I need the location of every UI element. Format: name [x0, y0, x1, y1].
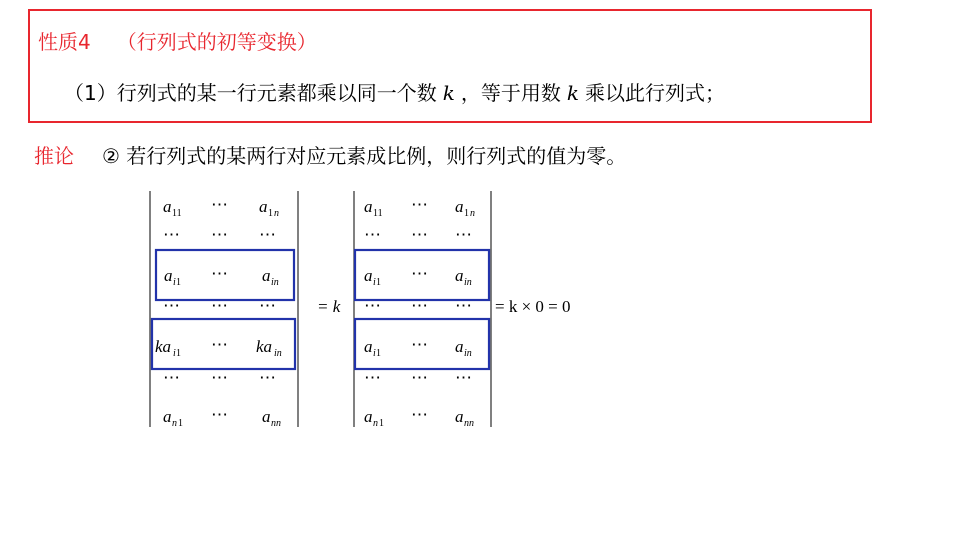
svg-text:⋯: ⋯	[364, 368, 381, 387]
svg-text:⋯: ⋯	[364, 225, 381, 244]
corollary-label: 推论	[34, 144, 74, 168]
svg-text:a: a	[455, 407, 464, 426]
svg-text:⋯: ⋯	[259, 296, 276, 315]
svg-text:⋯: ⋯	[411, 296, 428, 315]
svg-text:a: a	[262, 266, 271, 285]
svg-text:1: 1	[379, 418, 384, 429]
svg-text:a: a	[455, 337, 464, 356]
svg-text:a: a	[163, 407, 172, 426]
svg-text:n: n	[172, 418, 177, 429]
svg-text:in: in	[464, 277, 472, 288]
svg-text:⋯: ⋯	[411, 335, 428, 354]
svg-text:ka: ka	[256, 337, 273, 356]
svg-text:1: 1	[176, 348, 181, 359]
svg-text:⋯: ⋯	[211, 225, 228, 244]
statement-part-2: ，等于用数	[460, 81, 561, 105]
svg-text:⋯: ⋯	[163, 368, 180, 387]
svg-text:⋯: ⋯	[259, 225, 276, 244]
svg-text:⋯: ⋯	[411, 368, 428, 387]
svg-text:1: 1	[376, 348, 381, 359]
svg-text:⋯: ⋯	[411, 405, 428, 424]
svg-text:i: i	[373, 348, 376, 359]
svg-text:⋯: ⋯	[411, 264, 428, 283]
svg-text:i: i	[173, 277, 176, 288]
svg-text:⋯: ⋯	[211, 405, 228, 424]
statement-part-1: （1）行列式的某一行元素都乘以同一个数	[64, 81, 437, 105]
svg-text:n: n	[373, 418, 378, 429]
svg-text:in: in	[274, 348, 282, 359]
svg-text:⋯: ⋯	[211, 195, 228, 214]
right-determinant	[364, 195, 475, 429]
svg-text:⋯: ⋯	[411, 195, 428, 214]
svg-text:⋯: ⋯	[455, 296, 472, 315]
svg-text:a: a	[364, 197, 373, 216]
svg-text:⋯: ⋯	[411, 225, 428, 244]
svg-text:i: i	[373, 277, 376, 288]
svg-text:1: 1	[178, 418, 183, 429]
equals-k: = k	[317, 297, 341, 316]
svg-text:⋯: ⋯	[259, 368, 276, 387]
svg-text:a: a	[262, 407, 271, 426]
svg-text:a: a	[364, 407, 373, 426]
svg-text:a: a	[455, 197, 464, 216]
svg-text:11: 11	[373, 208, 383, 219]
svg-text:1: 1	[376, 277, 381, 288]
svg-text:⋯: ⋯	[211, 368, 228, 387]
variable-k: k	[442, 81, 455, 105]
svg-text:⋯: ⋯	[211, 296, 228, 315]
statement-part-3: 乘以此行列式；	[584, 81, 725, 105]
svg-text:n: n	[470, 208, 475, 219]
svg-text:1: 1	[464, 208, 469, 219]
svg-text:⋯: ⋯	[455, 368, 472, 387]
svg-text:1: 1	[176, 277, 181, 288]
svg-text:a: a	[364, 337, 373, 356]
svg-text:ka: ka	[155, 337, 172, 356]
svg-text:a: a	[164, 266, 173, 285]
svg-text:11: 11	[172, 208, 182, 219]
svg-text:nn: nn	[271, 418, 281, 429]
variable-k-2: k	[566, 81, 579, 105]
svg-text:a: a	[364, 266, 373, 285]
svg-text:⋯: ⋯	[211, 335, 228, 354]
svg-text:⋯: ⋯	[163, 225, 180, 244]
svg-text:n: n	[274, 208, 279, 219]
svg-text:in: in	[464, 348, 472, 359]
svg-text:⋯: ⋯	[455, 225, 472, 244]
equation-result: = k × 0 = 0	[495, 297, 571, 316]
svg-text:nn: nn	[464, 418, 474, 429]
property-heading: （行列式的初等变换）	[116, 30, 317, 54]
left-determinant	[155, 195, 282, 429]
svg-text:a: a	[259, 197, 268, 216]
svg-text:a: a	[455, 266, 464, 285]
svg-text:a: a	[163, 197, 172, 216]
svg-text:in: in	[271, 277, 279, 288]
svg-text:1: 1	[268, 208, 273, 219]
svg-text:i: i	[173, 348, 176, 359]
svg-text:⋯: ⋯	[211, 264, 228, 283]
svg-text:⋯: ⋯	[364, 296, 381, 315]
property-label: 性质4	[38, 30, 91, 54]
corollary-text: ② 若行列式的某两行对应元素成比例，则行列式的值为零。	[102, 144, 627, 168]
svg-text:⋯: ⋯	[163, 296, 180, 315]
